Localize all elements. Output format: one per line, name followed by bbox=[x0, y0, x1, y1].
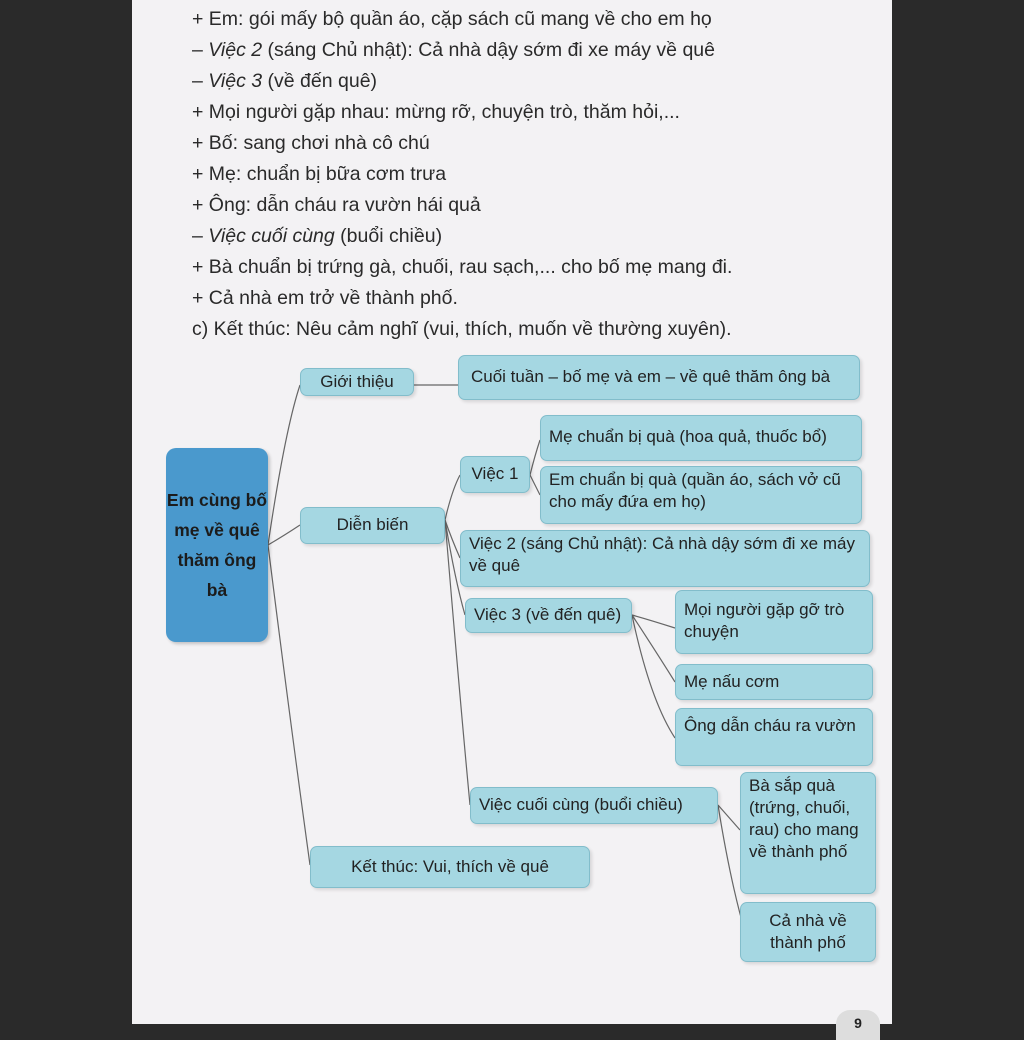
text-line: + Mọi người gặp nhau: mừng rỡ, chuyện trò, thăm hỏi,... bbox=[192, 101, 680, 123]
text-line: + Bố: sang chơi nhà cô chú bbox=[192, 132, 430, 154]
text-line: – Việc 2 (sáng Chủ nhật): Cả nhà dậy sớm đi xe máy về quê bbox=[192, 39, 715, 61]
node-viec3: Việc 3 (về đến quê) bbox=[465, 598, 632, 633]
text-line: + Bà chuẩn bị trứng gà, chuối, rau sạch,... cho bố mẹ mang đi. bbox=[192, 256, 733, 278]
text-line: c) Kết thúc: Nêu cảm nghĩ (vui, thích, muốn về thường xuyên). bbox=[192, 318, 732, 340]
node-viec2: Việc 2 (sáng Chủ nhật): Cả nhà dậy sớm đi xe máy về quê bbox=[460, 530, 870, 587]
node-viec3-c: Ông dẫn cháu ra vườn bbox=[675, 708, 873, 766]
node-viec3-b: Mẹ nấu cơm bbox=[675, 664, 873, 700]
text-line: + Cả nhà em trở về thành phố. bbox=[192, 287, 458, 309]
node-viec-cuoi-b: Cả nhà về thành phố bbox=[740, 902, 876, 962]
node-viec-cuoi: Việc cuối cùng (buổi chiều) bbox=[470, 787, 718, 824]
node-ket-thuc: Kết thúc: Vui, thích về quê bbox=[310, 846, 590, 888]
mindmap-root: Em cùng bố mẹ về quê thăm ông bà bbox=[166, 448, 268, 642]
node-viec-cuoi-a: Bà sắp quà (trứng, chuối, rau) cho mang về thành phố bbox=[740, 772, 876, 894]
node-gioi-thieu-detail: Cuối tuần – bố mẹ và em – về quê thăm ông bà bbox=[458, 355, 860, 400]
node-dien-bien: Diễn biến bbox=[300, 507, 445, 544]
node-viec1-b: Em chuẩn bị quà (quần áo, sách vở cũ cho mấy đứa em họ) bbox=[540, 466, 862, 524]
outline-text bbox=[172, 4, 732, 345]
text-line: + Em: gói mấy bộ quần áo, cặp sách cũ mang về cho em họ bbox=[192, 8, 712, 30]
text-line: – Việc 3 (về đến quê) bbox=[192, 70, 378, 92]
node-viec3-a: Mọi người gặp gỡ trò chuyện bbox=[675, 590, 873, 654]
node-viec1: Việc 1 bbox=[460, 456, 530, 493]
text-line: + Ông: dẫn cháu ra vườn hái quả bbox=[192, 194, 481, 216]
page-number: 9 bbox=[836, 1010, 880, 1040]
node-gioi-thieu: Giới thiệu bbox=[300, 368, 414, 396]
text-line: – Việc cuối cùng (buổi chiều) bbox=[192, 225, 443, 247]
node-viec1-a: Mẹ chuẩn bị quà (hoa quả, thuốc bổ) bbox=[540, 415, 862, 461]
text-line: + Mẹ: chuẩn bị bữa cơm trưa bbox=[192, 163, 447, 185]
